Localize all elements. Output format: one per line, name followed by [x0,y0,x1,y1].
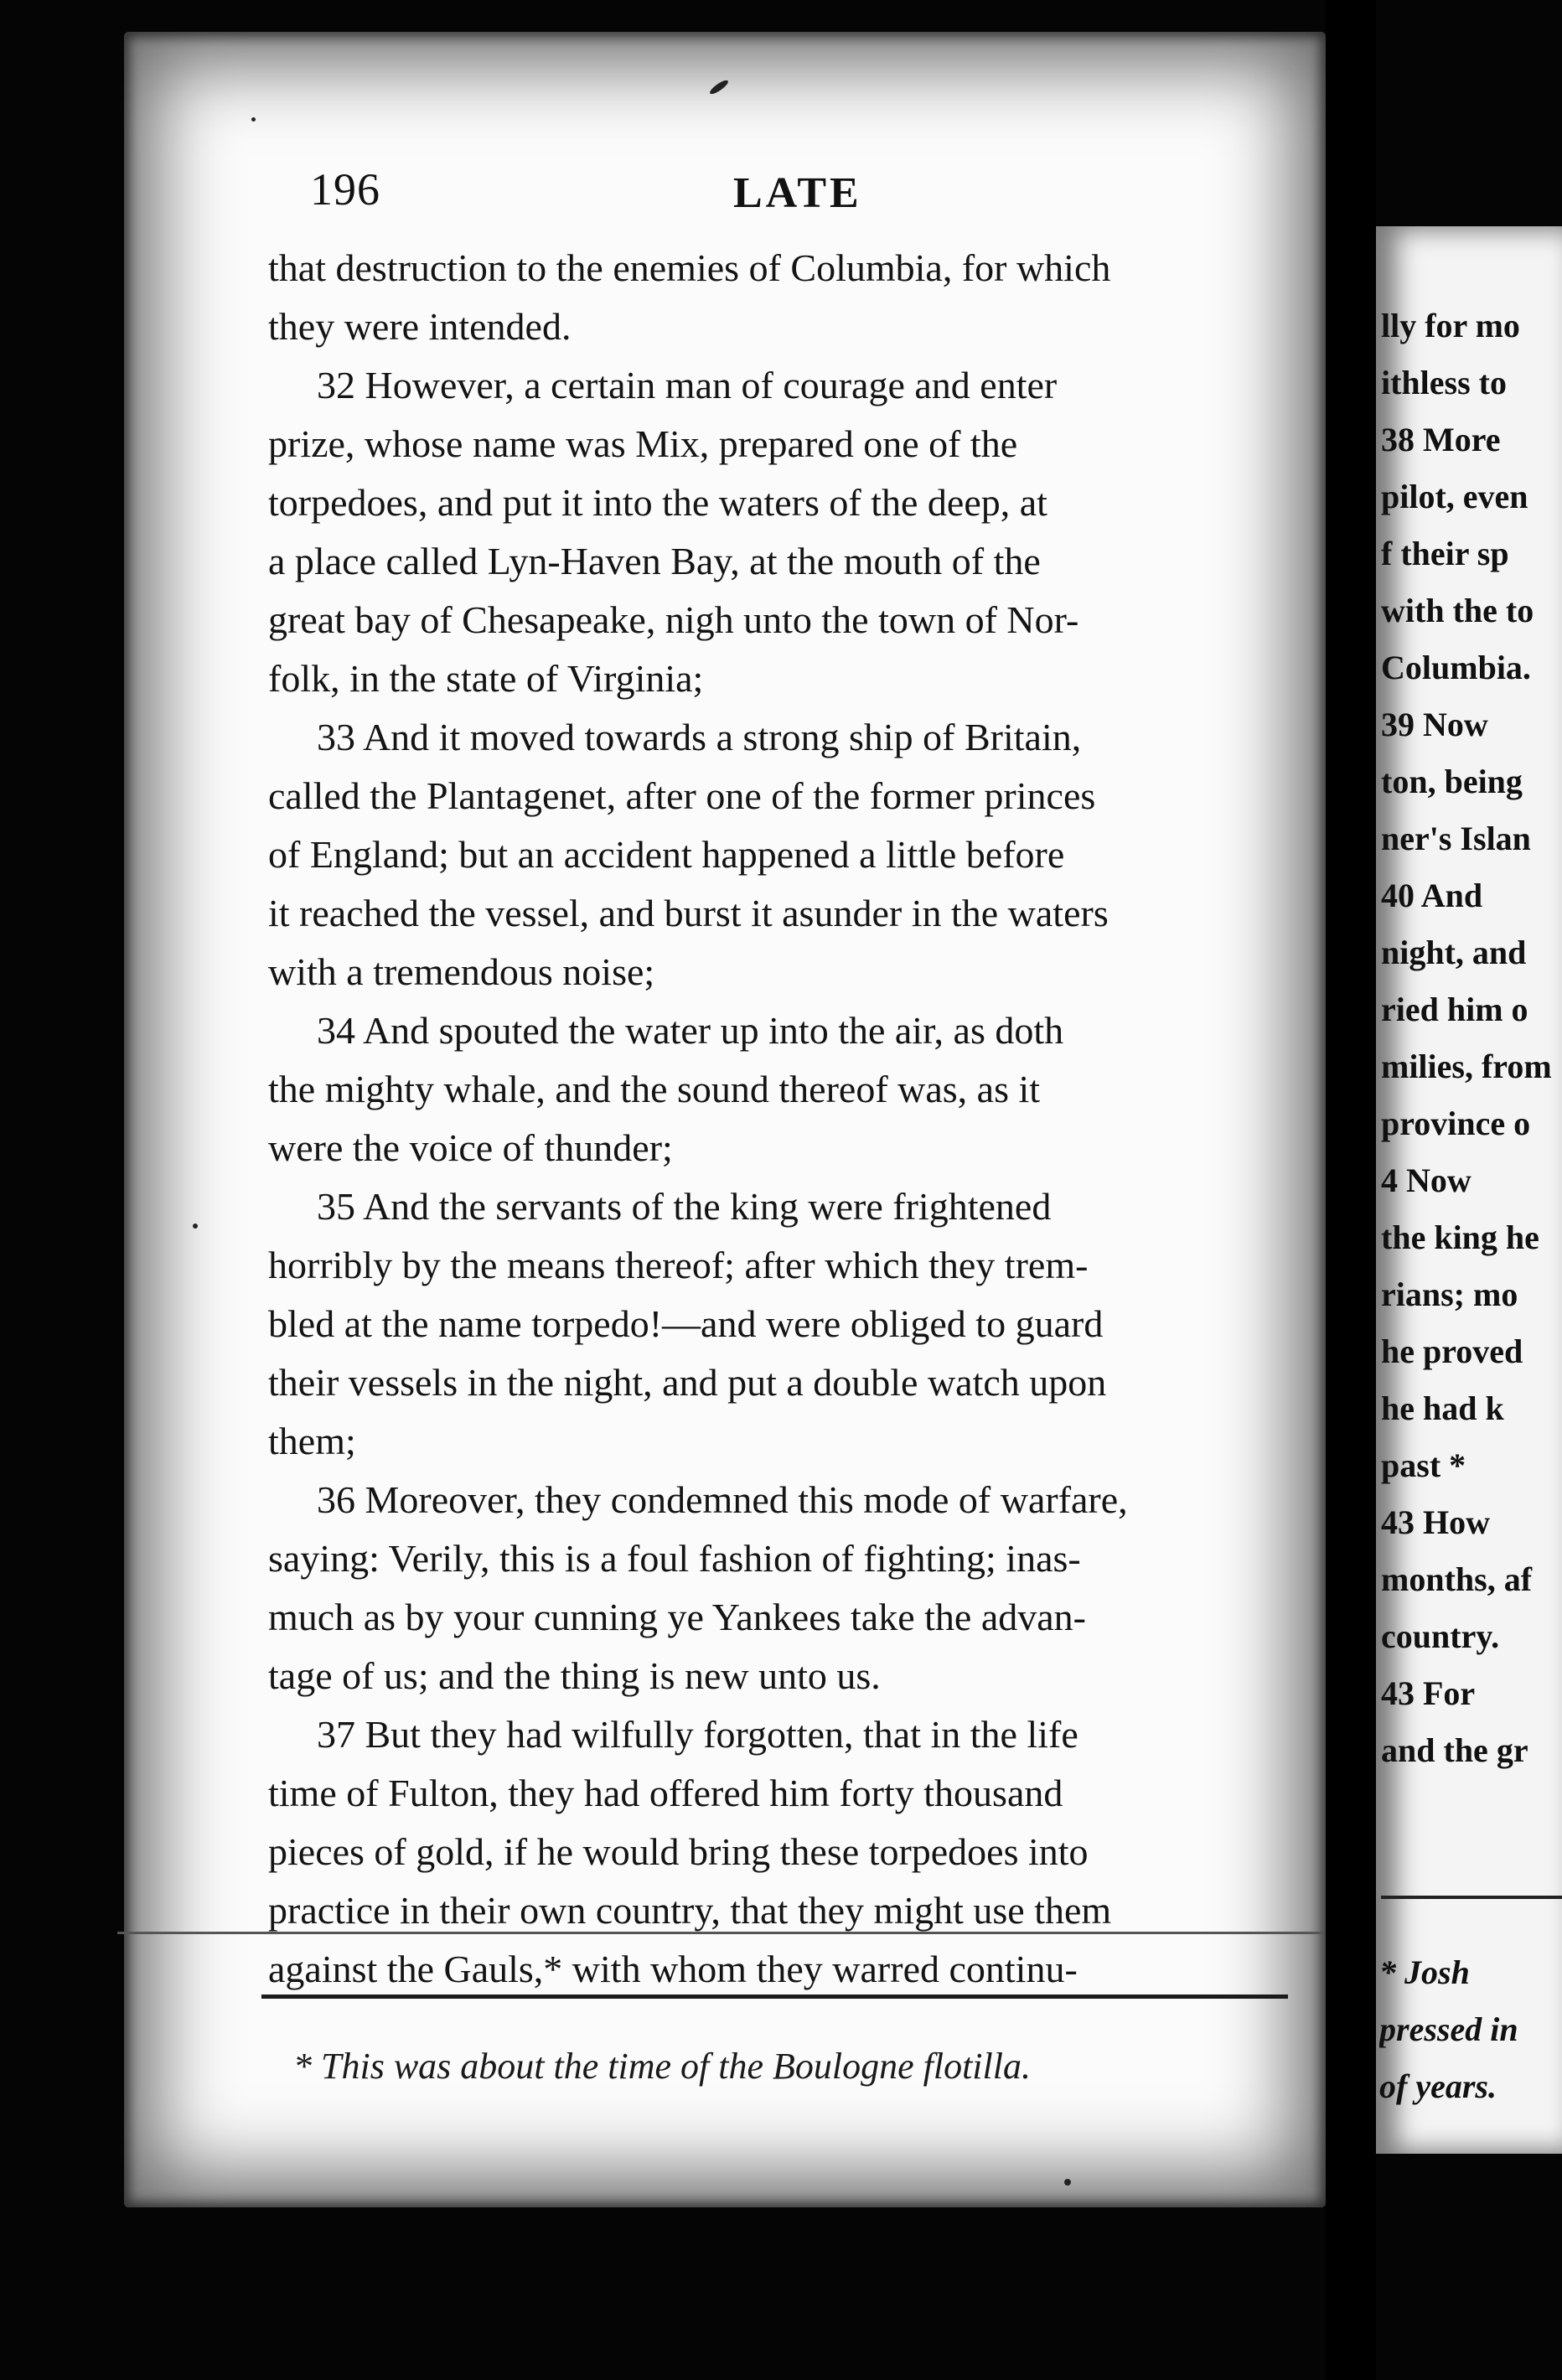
adjacent-line: he proved [1381,1332,1523,1370]
text-line: with a tremendous noise; [268,950,655,993]
page-gutter [1326,0,1376,2380]
text-line: folk, in the state of Virginia; [268,657,704,700]
text-line: their vessels in the night, and put a double watch upon [268,1361,1107,1404]
adjacent-line: ner's Islan [1381,820,1531,857]
text-line: prize, whose name was Mix, prepared one of the [268,422,1018,465]
body-text [268,239,1324,1999]
text-line: called the Plantagenet, after one of the former princes [268,774,1096,817]
text-line: great bay of Chesapeake, nigh unto the town of Nor- [268,598,1079,641]
adjacent-line: rians; mo [1381,1275,1518,1313]
page-header [0,163,1562,222]
text-line: 36 Moreover, they condemned this mode of warfare, [317,1478,1128,1521]
ink-speck [251,117,256,122]
text-line: bled at the name torpedo!—and were obliged to guard [268,1302,1104,1345]
adjacent-footnote-line: pressed in [1379,2010,1518,2048]
footnote: * This was about the time of the Boulogne flotilla. [293,2046,1031,2087]
adjacent-line: pilot, even [1381,478,1528,515]
text-line: were the voice of thunder; [268,1126,673,1169]
text-line: it reached the vessel, and burst it asunder in the waters [268,892,1109,934]
adjacent-line: milies, from [1381,1048,1552,1085]
adjacent-line: the king he [1381,1218,1539,1256]
text-line: them; [268,1420,356,1462]
text-line: 33 And it moved towards a strong ship of Britain, [317,716,1082,758]
adjacent-line: 39 Now [1381,706,1488,743]
text-line: a place called Lyn-Haven Bay, at the mouth of the [268,540,1041,582]
ink-speck [1064,2179,1071,2186]
text-line: against the Gauls,* with whom they warred continu- [268,1948,1078,1990]
adjacent-line: province o [1381,1105,1531,1142]
page-number: 196 [310,164,380,215]
adjacent-line: months, af [1381,1560,1533,1598]
text-line: 37 But they had wilfully forgotten, that in the life [317,1713,1078,1756]
adjacent-line: night, and [1381,934,1527,971]
adjacent-footnote-rule [1381,1896,1562,1899]
adjacent-line: lly for mo [1381,307,1520,344]
adjacent-footnote-line: * Josh [1379,1953,1470,1991]
text-line: much as by your cunning ye Yankees take the advan- [268,1596,1086,1638]
text-line: they were intended. [268,305,572,348]
text-line: horribly by the means thereof; after which they trem- [268,1244,1089,1286]
scan-crease-line [117,1932,1324,1934]
text-line: that destruction to the enemies of Columbia, for which [268,246,1111,289]
footnote-rule [261,1995,1288,1999]
text-line: of England; but an accident happened a little before [268,833,1065,876]
adjacent-line: ried him o [1381,991,1528,1028]
text-line: 32 However, a certain man of courage and enter [317,364,1058,406]
adjacent-line: past * [1381,1446,1466,1484]
adjacent-line: 43 How [1381,1503,1490,1541]
text-line: the mighty whale, and the sound thereof was, as it [268,1068,1041,1110]
adjacent-line: f their sp [1381,535,1509,572]
adjacent-line: 4 Now [1381,1162,1471,1199]
adjacent-line: 43 For [1381,1674,1476,1712]
text-line: torpedoes, and put it into the waters of the deep, at [268,481,1047,524]
adjacent-line: with the to [1381,592,1534,629]
adjacent-footnote [1379,1944,1562,2115]
adjacent-page-text [1381,298,1562,1779]
adjacent-line: ithless to [1381,364,1507,401]
text-line: saying: Verily, this is a foul fashion of fighting; inas- [268,1537,1081,1580]
adjacent-line: and the gr [1381,1731,1528,1769]
running-head: LATE [733,169,862,217]
adjacent-footnote-line: of years. [1379,2067,1497,2105]
text-line: 34 And spouted the water up into the air, as doth [317,1009,1064,1052]
adjacent-line: 40 And [1381,877,1483,914]
adjacent-line: he had k [1381,1389,1504,1427]
adjacent-line: country. [1381,1617,1500,1655]
text-line: tage of us; and the thing is new unto us. [268,1654,881,1697]
text-line: time of Fulton, they had offered him forty thousand [268,1772,1063,1814]
adjacent-line: ton, being [1381,763,1523,800]
adjacent-line: Columbia. [1381,649,1531,686]
adjacent-line: 38 More [1381,421,1501,458]
text-line: 35 And the servants of the king were frightened [317,1185,1052,1228]
text-line: practice in their own country, that they might use them [268,1889,1112,1932]
ink-speck [193,1224,198,1229]
text-line: pieces of gold, if he would bring these torpedoes into [268,1830,1089,1873]
